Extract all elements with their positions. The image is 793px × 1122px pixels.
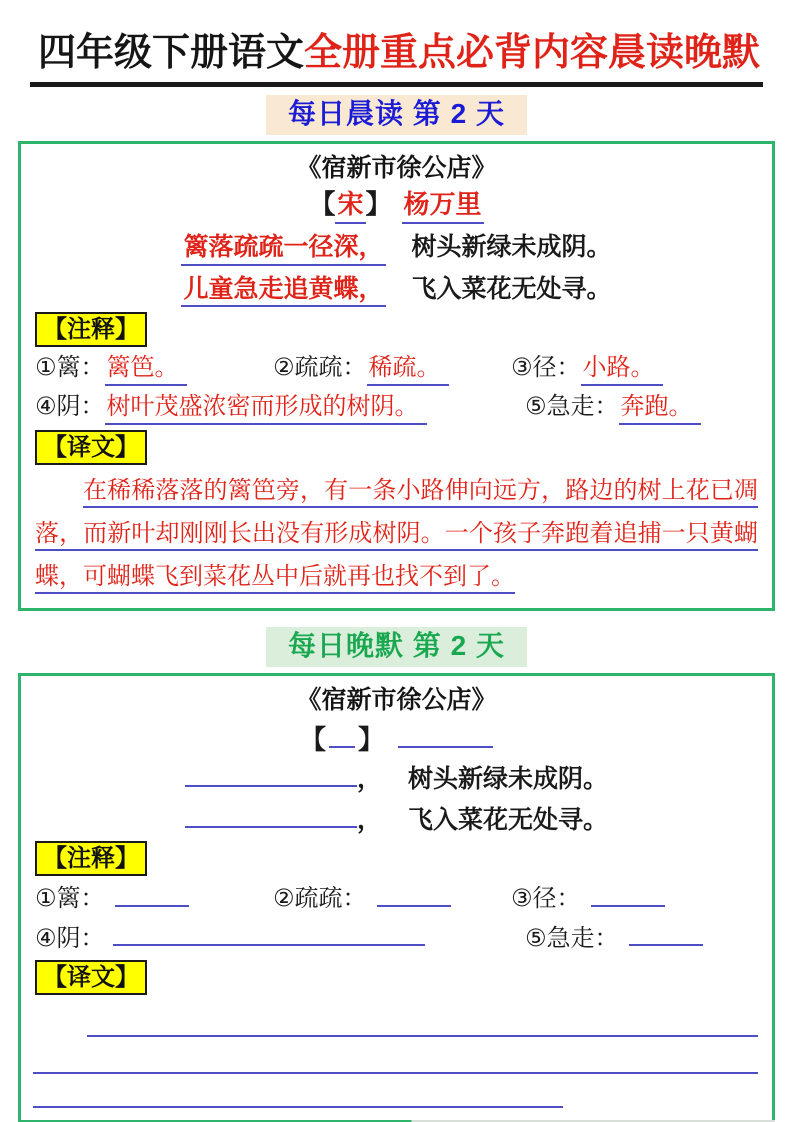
verse-2-second-half: 飞入菜花无处寻。 [408, 806, 609, 835]
morning-poem-line-2 [35, 273, 758, 308]
evening-poem-title: 《宿新市徐公店》 [296, 685, 497, 714]
note-item-3 [511, 352, 758, 386]
evening-header-label: 每日晚默 第 2 天 [266, 627, 527, 667]
note-item-4 [35, 391, 525, 425]
morning-notes-badge-row [35, 312, 758, 347]
note-answer-4: 树叶茂盛浓密而形成的树阴。 [105, 393, 427, 425]
verse-1-second-half: 树头新绿未成阴。 [408, 765, 609, 794]
translation-label: 【译文】 [35, 960, 147, 995]
verse-1-comma: ， [356, 765, 382, 794]
morning-section-header [0, 95, 793, 135]
translation-write-line-3 [33, 1106, 563, 1108]
translation-write-line-1 [87, 1035, 758, 1037]
morning-box [18, 141, 775, 611]
morning-notes-row-1 [35, 352, 758, 386]
verse-2-blank-group [185, 802, 382, 836]
note-item-2 [273, 352, 511, 386]
dynasty-bracket-right: 】 [365, 189, 392, 219]
morning-notes-row-2 [35, 391, 758, 425]
note-term-4: ④阴： [35, 392, 105, 420]
note-answer-2: 稀疏。 [367, 354, 449, 386]
author: 杨万里 [402, 190, 484, 224]
notes-label: 【注释】 [35, 841, 147, 876]
note-term-1: ①篱： [35, 885, 105, 913]
evening-translation-badge-row [35, 960, 758, 995]
title-divider [30, 82, 763, 87]
note-term-3: ③径： [511, 354, 581, 382]
morning-poem-line-1 [35, 231, 758, 266]
note-term-1: ①篱： [35, 354, 105, 382]
dynasty-blank [329, 721, 355, 748]
note-item-5 [525, 921, 758, 955]
verse-2-blank [185, 802, 357, 828]
note-item-1 [35, 352, 273, 386]
notes-label: 【注释】 [35, 312, 147, 347]
evening-poem-line-1 [35, 761, 758, 795]
note-blank-2 [377, 881, 451, 906]
note-blank-5 [629, 921, 703, 946]
evening-author-line [35, 721, 758, 754]
note-term-4: ④阴： [35, 924, 105, 952]
note-answer-5: 奔跑。 [619, 393, 701, 425]
morning-poem-title: 《宿新市徐公店》 [296, 154, 497, 182]
evening-notes-row-1 [35, 881, 758, 915]
translation-label: 【译文】 [35, 430, 147, 465]
note-blank-4 [113, 921, 425, 946]
evening-poem-line-2 [35, 802, 758, 836]
note-term-5: ⑤急走： [525, 924, 619, 952]
note-item-1 [35, 881, 273, 915]
page-title [38, 30, 775, 76]
verse-1-blank-group [185, 761, 382, 795]
evening-notes-badge-row [35, 841, 758, 876]
dynasty-bracket-left: 【 [299, 723, 326, 754]
note-item-2 [273, 881, 511, 915]
note-answer-3: 小路。 [581, 354, 663, 386]
page-title-red: 全册重点必背内容晨读晚默 [304, 32, 761, 74]
note-term-2: ②疏疏： [273, 885, 367, 913]
verse-2-comma: ， [356, 806, 382, 835]
verse-2-second-half: 飞入菜花无处寻。 [411, 274, 612, 303]
note-blank-3 [591, 881, 665, 906]
note-answer-1: 篱笆。 [105, 354, 187, 386]
note-term-3: ③径： [511, 885, 581, 913]
dynasty-bracket-right: 】 [358, 723, 385, 754]
verse-2-first-half: 儿童急走追黄蝶， [181, 275, 385, 308]
morning-header-label: 每日晨读 第 2 天 [266, 95, 527, 135]
page-title-black: 四年级下册语文 [38, 32, 305, 74]
note-item-4 [35, 921, 525, 955]
note-term-2: ②疏疏： [273, 354, 367, 382]
dynasty-bracket-left: 【 [309, 189, 336, 219]
author-blank [398, 721, 493, 748]
note-blank-1 [115, 881, 189, 906]
evening-notes-row-2 [35, 921, 758, 955]
verse-1-first-half: 篱落疏疏一径深， [181, 233, 385, 266]
evening-section-header [0, 627, 793, 667]
note-item-3 [511, 881, 758, 915]
translation-write-line-2 [33, 1072, 758, 1074]
verse-1-blank [185, 761, 357, 787]
evening-box [18, 673, 775, 1120]
note-item-5 [525, 391, 758, 425]
note-term-5: ⑤急走： [525, 392, 619, 420]
morning-author-line [35, 189, 758, 224]
poem-translation: 在稀稀落落的篱笆旁，有一条小路伸向远方，路边的树上花已凋落，而新叶却刚刚长出没有形成树阴。一个孩子奔跑着追捕一只黄蝴蝶，可蝴蝶飞到菜花丛中后就再也找不到了。 [35, 476, 758, 590]
verse-1-second-half: 树头新绿未成阴。 [411, 232, 612, 261]
morning-translation-badge-row [35, 430, 758, 465]
dynasty: 宋 [335, 190, 365, 224]
